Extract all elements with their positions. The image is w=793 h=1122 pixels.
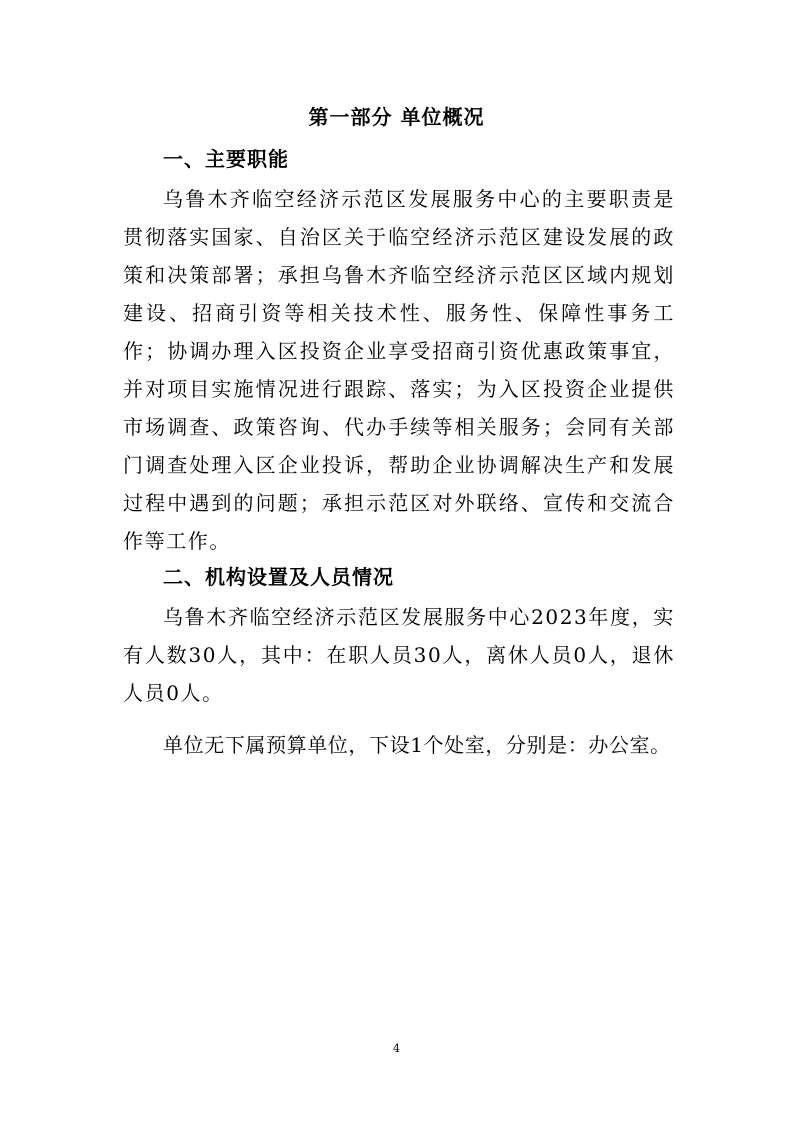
paragraph-staff-count: 乌鲁木齐临空经济示范区发展服务中心2023年度，实有人数30人，其中：在职人员30人，离休人员0人，退休人员0人。 [123, 605, 675, 705]
section-heading-organization-staff: 二、机构设置及人员情况 [163, 565, 394, 589]
paragraph-departments: 单位无下属预算单位，下设1个处室，分别是：办公室。 [163, 733, 671, 757]
page-number: 4 [393, 1042, 400, 1055]
paragraph-main-functions: 乌鲁木齐临空经济示范区发展服务中心的主要职责是贯彻落实国家、自治区关于临空经济示范区建设发展的政策和决策部署；承担乌鲁木齐临空经济示范区区域内规划建设、招商引资等相关技术性、服务性、保障性事务工作；协调办理入区投资企业享受招商引资优惠政策事宜，并对项目实施情况进行跟踪、落实；为入区投资企业提供市场调查、政策咨询、代办手续等相关服务；会同有关部门调查处理入区企业投诉，帮助企业协调解决生产和发展过程中遇到的问题；承担示范区对外联络、宣传和交流合作等工作。 [123, 187, 675, 553]
section-heading-main-functions: 一、主要职能 [163, 147, 289, 171]
page-title: 第一部分 单位概况 [308, 105, 485, 129]
